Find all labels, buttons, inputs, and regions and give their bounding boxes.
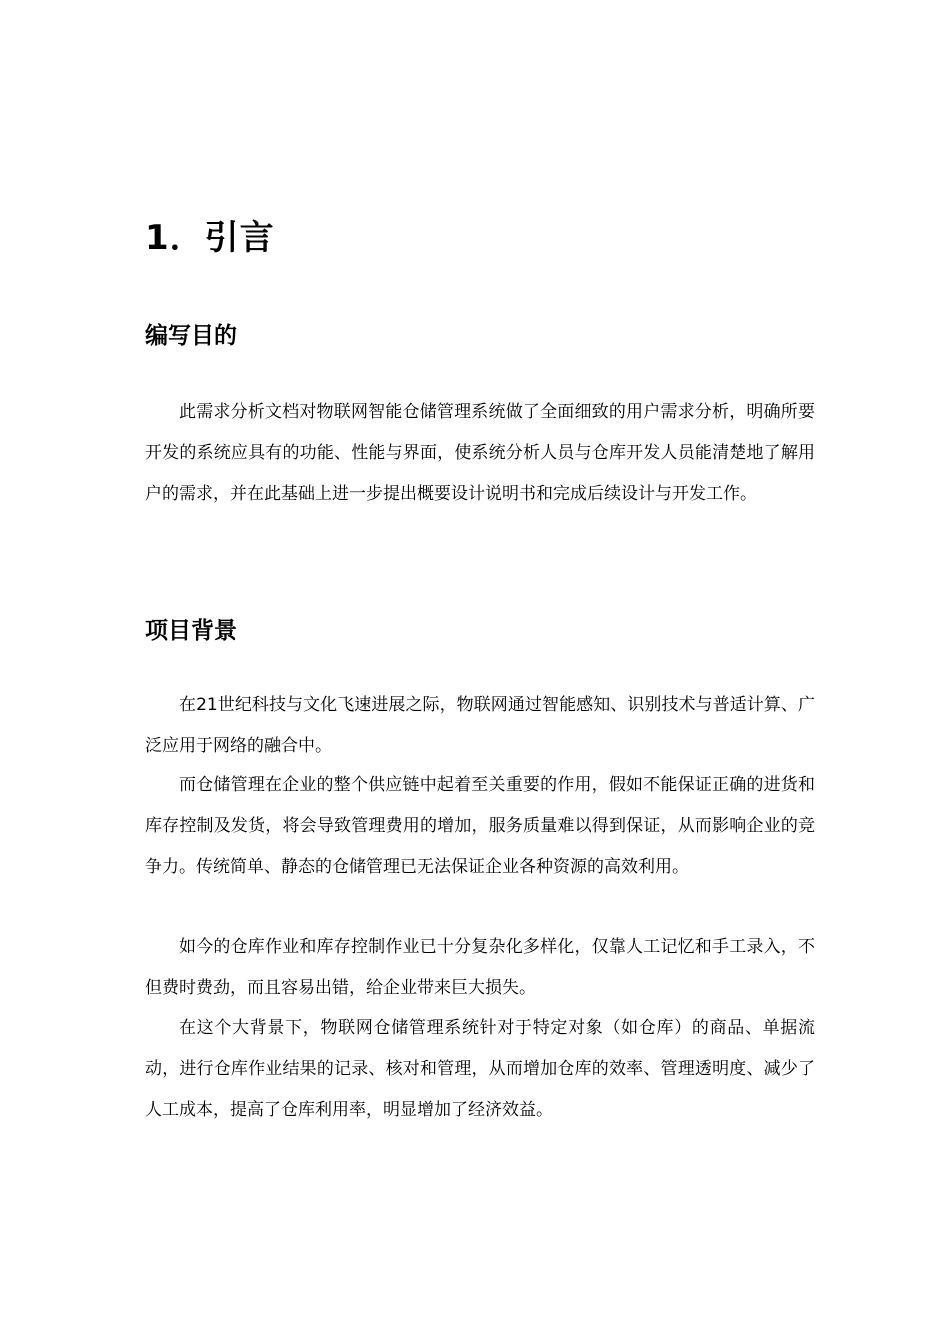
paragraph-background-4: 在这个大背景下，物联网仓储管理系统针对于特定对象（如仓库）的商品、单据流动，进行仓库作业结果的记录、核对和管理，从而增加仓库的效率、管理透明度、减少了人工成本，提高了仓库利用率，明显增加了经济效益。 — [145, 1018, 815, 1120]
chapter-title: 1．引言 — [145, 218, 275, 258]
paragraph-background-2: 而仓储管理在企业的整个供应链中起着至关重要的作用，假如不能保证正确的进货和库存控制及发货，将会导致管理费用的增加，服务质量难以得到保证，从而影响企业的竞争力。传统简单、静态的仓储管理已无法保证企业各种资源的高效利用。 — [145, 775, 815, 877]
paragraph-purpose: 此需求分析文档对物联网智能仓储管理系统做了全面细致的用户需求分析，明确所要开发的系统应具有的功能、性能与界面，使系统分析人员与仓库开发人员能清楚地了解用户的需求，并在此基础上进一步提出概要设计说明书和完成后续设计与开发工作。 — [145, 402, 815, 504]
paragraph-background-1: 在21世纪科技与文化飞速进展之际，物联网通过智能感知、识别技术与普适计算、广泛应用于网络的融合中。 — [145, 695, 815, 756]
section-title-purpose: 编写目的 — [145, 323, 237, 349]
section-title-background: 项目背景 — [145, 618, 237, 644]
paragraph-background-3: 如今的仓库作业和库存控制作业已十分复杂化多样化，仅靠人工记忆和手工录入，不但费时费劲，而且容易出错，给企业带来巨大损失。 — [145, 937, 815, 998]
